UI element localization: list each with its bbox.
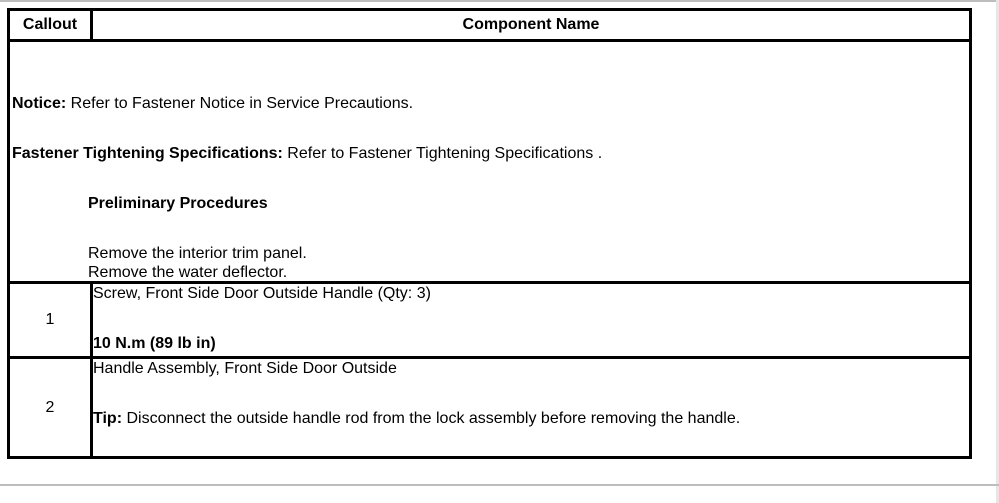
fastener-text: Refer to Fastener Tightening Specifications . — [282, 145, 603, 162]
component-name: Handle Assembly, Front Side Door Outside — [93, 360, 397, 377]
bottom-rule — [0, 484, 999, 486]
fastener-label: Fastener Tightening Specifications: — [12, 145, 283, 162]
component-cell — [92, 283, 971, 358]
notice-label: Notice: — [12, 95, 67, 112]
component-table — [7, 8, 972, 459]
tip-text: Disconnect the outside handle rod from the lock assembly before removing the handle. — [122, 410, 741, 427]
tip-line — [93, 409, 969, 428]
fastener-line — [12, 144, 602, 163]
component-name-header: Component Name — [92, 10, 971, 41]
torque-spec: 10 N.m (89 lb in) — [93, 335, 216, 352]
intro-row — [9, 41, 971, 283]
intro-cell — [9, 41, 971, 283]
callout-number: 1 — [9, 283, 92, 358]
table-row — [9, 283, 971, 358]
prelim-heading: Preliminary Procedures — [88, 195, 268, 212]
component-name: Screw, Front Side Door Outside Handle (Qty: 3) — [93, 285, 431, 302]
prelim-step: Remove the interior trim panel. — [88, 245, 307, 262]
tip-label: Tip: — [93, 410, 123, 427]
component-cell — [92, 358, 971, 458]
callout-header: Callout — [9, 10, 92, 41]
table-row — [9, 358, 971, 458]
callout-number: 2 — [9, 358, 92, 458]
prelim-step: Remove the water deflector. — [88, 264, 288, 281]
notice-line — [12, 94, 413, 113]
top-rule — [0, 0, 999, 2]
notice-text: Refer to Fastener Notice in Service Precautions. — [66, 95, 414, 112]
header-row — [9, 10, 971, 41]
